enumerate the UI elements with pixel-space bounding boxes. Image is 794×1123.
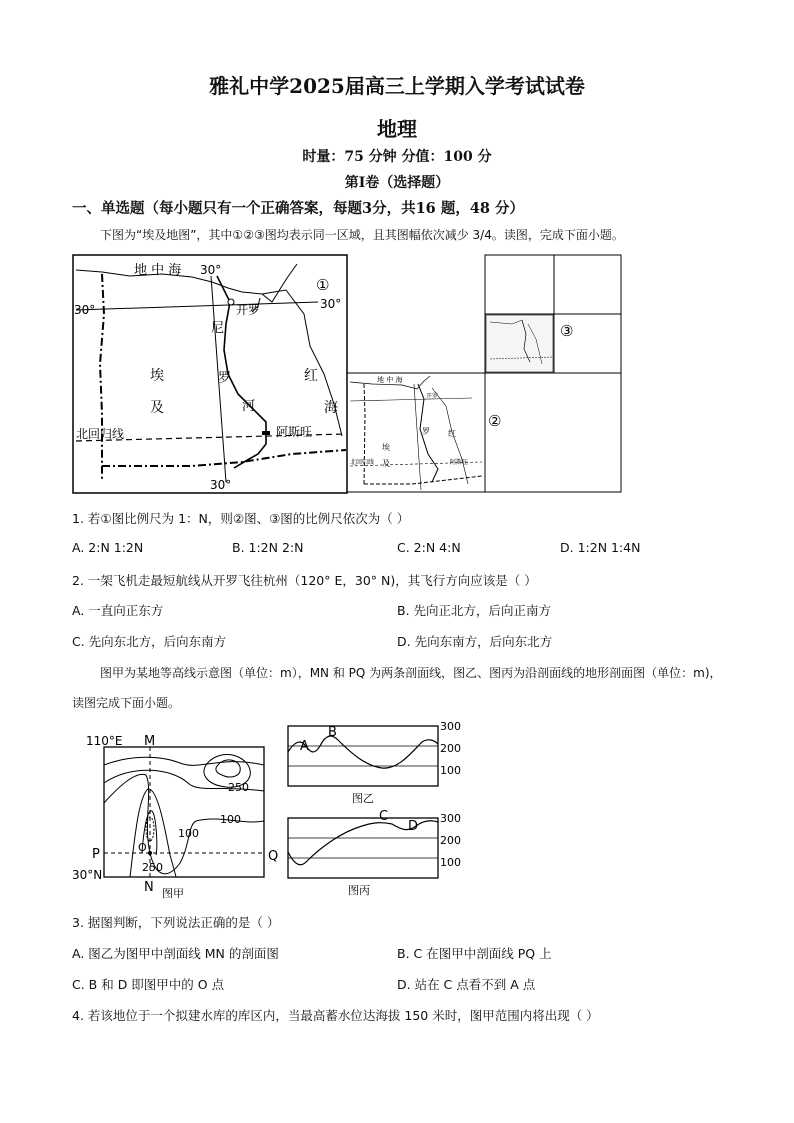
map-lat30-right: 30°: [320, 297, 342, 311]
map-3-thumbnail: [486, 315, 553, 372]
aswan-marker: [262, 431, 270, 435]
exam-title: 雅礼中学2025届高三上学期入学考试试卷: [209, 74, 585, 98]
cairo-marker: [228, 299, 234, 305]
contour-o: O: [138, 841, 147, 854]
q3-option-d[interactable]: D. 站在 C 点看不到 A 点: [397, 977, 536, 992]
contour-100a: 100: [178, 827, 199, 840]
map2-egypt-2: 及: [382, 459, 390, 468]
map-mark-2: ②: [488, 412, 502, 430]
map-lat30-top: 30°: [200, 263, 222, 277]
profile-c-d: D: [408, 819, 419, 834]
map-sea-label: 地 中 海: [134, 263, 182, 278]
egypt-map-figure: [72, 254, 622, 494]
profile-b-b: B: [328, 725, 337, 740]
q3-stem: 3. 据图判断，下列说法正确的是（ ）: [72, 915, 280, 930]
map2-nile: 罗: [422, 427, 430, 436]
profile-c-caption: 图丙: [348, 884, 370, 897]
q2-option-b[interactable]: B. 先向正北方，后向正南方: [397, 603, 552, 618]
contour-p: P: [92, 847, 100, 862]
contour-m: M: [144, 734, 156, 749]
q4-stem: 4. 若该地位于一个拟建水库的库区内，当最高蓄水位达海拔 150 米时，图甲范围内将出现（ ）: [72, 1008, 599, 1023]
contour-n: N: [144, 880, 154, 895]
q1-option-a[interactable]: A. 2:N 1:2N: [72, 540, 144, 555]
map-lat30-left: 30°: [74, 303, 96, 317]
western-border: [100, 274, 104, 479]
contour-map-figure: [70, 725, 280, 905]
map-redsea-2: 海: [324, 400, 338, 416]
map2-cairo: 开罗: [426, 393, 439, 400]
q3-option-c[interactable]: C. B 和 D 即图甲中的 O 点: [72, 977, 225, 992]
map-nile-2: 罗: [218, 371, 232, 386]
lat-30-line: [76, 302, 318, 310]
q1-stem: 1. 若①图比例尺为 1：N，则②图、③图的比例尺依次为（ ）: [72, 511, 410, 526]
point-o: [148, 851, 152, 855]
map-egypt-1: 埃: [150, 368, 164, 384]
map2-tropic: 北回归线: [350, 459, 375, 466]
map2-egypt: 埃: [382, 443, 390, 452]
section-heading: 一、单选题（每小题只有一个正确答案，每题3分，共16 题，48 分）: [72, 200, 525, 217]
map-tropic-label: 北回归线: [76, 427, 125, 441]
profile-b-caption: 图乙: [352, 792, 374, 805]
q1-option-d[interactable]: D. 1:2N 1:4N: [560, 540, 641, 555]
map-mark-1: ①: [316, 276, 330, 294]
contour-100b: 100: [220, 813, 241, 826]
q3-option-a[interactable]: A. 图乙为图甲中剖面线 MN 的剖面图: [72, 946, 279, 961]
profile-c-y100: 100: [440, 856, 461, 869]
map-lon30-bottom: 30°: [210, 478, 232, 492]
intro-text-2: 图甲为某地等高线示意图（单位：m），MN 和 PQ 为两条剖面线，图乙、图丙为沿剖面线的地形剖面图（单位：m)，读图完成下面小题。: [72, 666, 722, 710]
q2-option-c[interactable]: C. 先向东北方，后向东南方: [72, 634, 227, 649]
map-aswan-label: 阿斯旺: [276, 425, 313, 439]
q3-option-b[interactable]: B. C 在图甲中剖面线 PQ 上: [397, 946, 552, 961]
map-egypt-2: 及: [150, 400, 164, 416]
contour-lon: 110°E: [86, 734, 123, 748]
contour-250a: 250: [228, 781, 249, 794]
map2-sea-label: 地 中 海: [377, 376, 403, 384]
profile-c-c: C: [379, 810, 389, 824]
volume-heading: 第Ⅰ卷（选择题）: [344, 175, 450, 191]
coastline: [76, 264, 297, 302]
contour-caption: 图甲: [162, 887, 184, 900]
map-nile-1: 尼: [211, 321, 225, 336]
contour-q: Q: [268, 849, 279, 864]
q2-option-a[interactable]: A. 一直向正东方: [72, 603, 164, 618]
map-mark-3: ③: [560, 322, 574, 340]
map-nile-3: 河: [242, 399, 256, 414]
q1-option-b[interactable]: B. 1:2N 2:N: [232, 540, 304, 555]
profile-b-figure: [282, 722, 462, 806]
map2-redsea: 红: [448, 429, 456, 438]
q2-option-d[interactable]: D. 先向东南方，后向东北方: [397, 634, 553, 649]
contour-lat: 30°N: [72, 868, 103, 882]
contour-250b: 250: [142, 861, 163, 874]
profile-b-y300: 300: [440, 722, 461, 733]
profile-c-y200: 200: [440, 834, 461, 847]
map-cairo-label: 开罗: [236, 303, 261, 317]
q1-option-c[interactable]: C. 2:N 4:N: [397, 540, 461, 555]
intro-text-1: 下图为“埃及地图”，其中①②③图均表示同一区域，且其图幅依次减少 3/4。读图，完成下面小题。: [100, 228, 624, 242]
profile-b-a: A: [300, 739, 309, 754]
q2-stem: 2. 一架飞机走最短航线从开罗飞往杭州（120° E，30° N)，其飞行方向应该是（ ）: [72, 573, 537, 588]
profile-c-figure: [282, 810, 462, 900]
map-redsea-1: 红: [304, 368, 318, 384]
map-2-frame: [347, 373, 485, 492]
exam-subject: 地理: [377, 117, 417, 141]
profile-b-line: [288, 736, 438, 768]
profile-b-y200: 200: [440, 742, 461, 755]
exam-meta: 时量：75 分钟 分值：100 分: [302, 149, 492, 165]
map2-aswan: 阿斯旺: [450, 459, 469, 466]
profile-b-frame: [288, 726, 438, 786]
profile-c-y300: 300: [440, 812, 461, 825]
profile-b-y100: 100: [440, 764, 461, 777]
